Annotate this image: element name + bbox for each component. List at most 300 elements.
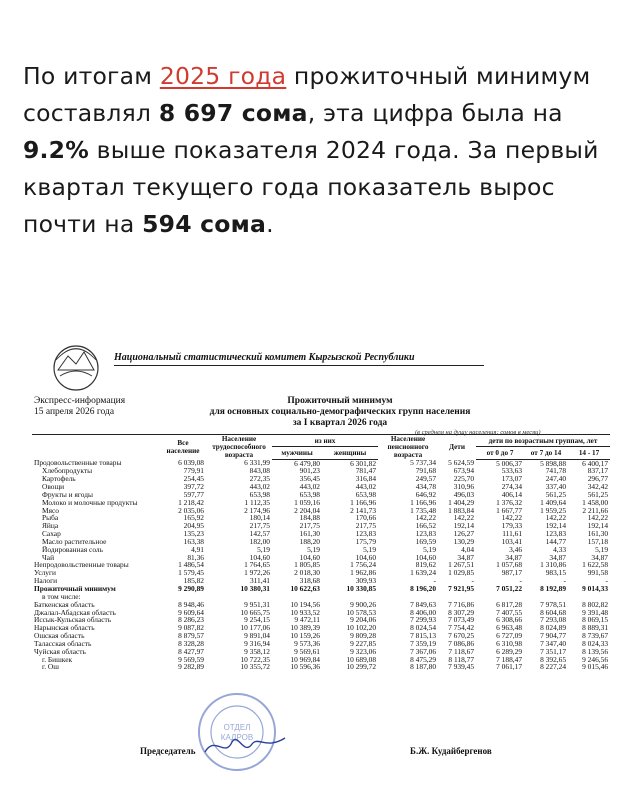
cell-value: 6 400,17 bbox=[582, 459, 609, 468]
cell-value: 5,19 bbox=[257, 545, 270, 554]
cell-value: 8 879,57 bbox=[178, 632, 204, 640]
cell-value: 8 069,15 bbox=[582, 616, 609, 625]
row-label: Йодированная соль bbox=[42, 545, 103, 554]
table-row bbox=[32, 640, 610, 648]
headline-amount: 8 697 сома bbox=[158, 99, 308, 127]
cell-value: 8 475,29 bbox=[410, 655, 437, 664]
cell-value: 5 898,88 bbox=[540, 459, 567, 468]
cell-value: 217,75 bbox=[355, 522, 377, 531]
subsistence-table bbox=[32, 434, 610, 671]
row-label: Овощи bbox=[42, 483, 65, 491]
row-label: Джалал-Абадская область bbox=[34, 608, 116, 617]
cell-value: 123,83 bbox=[355, 530, 377, 538]
cell-value: 104,60 bbox=[355, 553, 377, 562]
cell-value: 8 227,24 bbox=[540, 663, 567, 672]
row-label: Чуйская область bbox=[34, 647, 86, 656]
cell-value: 10 722,35 bbox=[240, 655, 270, 664]
cell-value: 443,02 bbox=[355, 483, 377, 491]
cell-value: 6 308,66 bbox=[496, 616, 523, 625]
cell-value: 9 204,06 bbox=[350, 616, 377, 625]
cell-value: 1 972,26 bbox=[244, 569, 270, 578]
cell-value: 182,00 bbox=[249, 537, 270, 546]
table-row bbox=[32, 530, 610, 538]
cell-value: 217,75 bbox=[299, 522, 320, 531]
cell-value: 7 849,63 bbox=[410, 600, 437, 609]
header-men: мужчины bbox=[272, 447, 322, 459]
cell-value: 247,40 bbox=[545, 475, 567, 484]
cell-value: 81,36 bbox=[187, 553, 204, 562]
cell-value: 142,57 bbox=[249, 530, 270, 538]
cell-value: 309,93 bbox=[355, 577, 377, 585]
headline-part: выше показателя 2024 года. За первый квартал текущего года показатель вырос почти на bbox=[23, 136, 599, 238]
cell-value: 173,07 bbox=[501, 475, 523, 484]
cell-value bbox=[524, 593, 568, 601]
cell-value: 170,66 bbox=[355, 514, 377, 523]
cell-value: 406,14 bbox=[501, 490, 523, 499]
cell-value: 1 166,96 bbox=[350, 498, 377, 507]
table-body bbox=[32, 459, 610, 671]
table-row bbox=[32, 648, 610, 656]
table-title bbox=[160, 396, 520, 429]
row-label: Услуги bbox=[34, 569, 56, 578]
cell-value bbox=[476, 593, 524, 601]
label-header bbox=[32, 435, 160, 460]
cell-value bbox=[568, 593, 610, 601]
cell-value: 10 330,85 bbox=[346, 585, 377, 593]
cell-value: 142,22 bbox=[545, 514, 567, 523]
cell-value: 10 194,56 bbox=[290, 600, 320, 609]
cell-value: 316,84 bbox=[355, 475, 377, 484]
cell-value: 9 358,12 bbox=[244, 647, 270, 656]
cell-value: 142,22 bbox=[501, 514, 523, 523]
cell-value: 1 057,68 bbox=[496, 561, 523, 570]
cell-value: 1 962,86 bbox=[350, 569, 377, 578]
cell-value: 192,14 bbox=[545, 522, 567, 531]
row-label: Рыба bbox=[42, 514, 59, 523]
cell-value: 1 218,42 bbox=[178, 498, 204, 507]
table-row bbox=[32, 624, 610, 632]
header-age-14-17: 14 - 17 bbox=[568, 447, 610, 459]
cell-value: 225,70 bbox=[453, 475, 475, 484]
cell-value: 5 006,37 bbox=[496, 459, 523, 468]
express-label: Экспресс-информация bbox=[34, 396, 126, 406]
cell-value: 10 159,26 bbox=[290, 632, 320, 640]
row-label: Масло растительное bbox=[42, 537, 107, 546]
cell-value: 192,14 bbox=[453, 522, 475, 531]
row-label: Таласская область bbox=[34, 639, 92, 648]
table-row bbox=[32, 577, 610, 585]
table-row bbox=[32, 609, 610, 617]
cell-value: 9 891,04 bbox=[244, 632, 270, 640]
cell-value: 9 254,15 bbox=[244, 616, 270, 625]
cell-value: 9 087,82 bbox=[178, 624, 204, 633]
signer-name: Б.Ж. Кудайбергенов bbox=[410, 746, 492, 756]
cell-value: 274,34 bbox=[501, 483, 523, 491]
row-label: Яйца bbox=[42, 522, 59, 531]
cell-value: 356,45 bbox=[299, 475, 320, 484]
table-row bbox=[32, 546, 610, 554]
cell-value: 6 331,99 bbox=[244, 459, 270, 468]
signer-title: Председатель bbox=[140, 746, 196, 756]
cell-value: 8 196,20 bbox=[410, 585, 437, 593]
cell-value: 157,18 bbox=[587, 537, 609, 546]
cell-value: 9 227,85 bbox=[350, 639, 377, 648]
cell-value: 1 667,77 bbox=[496, 506, 523, 515]
header-children: Дети bbox=[438, 435, 476, 460]
cell-value: 10 596,36 bbox=[290, 663, 320, 672]
cell-value: 111,61 bbox=[502, 530, 523, 538]
row-label: Ошская область bbox=[34, 632, 85, 640]
cell-value: 6 963,48 bbox=[496, 624, 523, 633]
cell-value: 7 407,55 bbox=[496, 608, 523, 617]
cell-value: 34,87 bbox=[591, 553, 609, 562]
cell-value: 296,77 bbox=[587, 475, 609, 484]
row-label: Фрукты и ягоды bbox=[42, 490, 93, 499]
title-line: за I квартал 2026 года bbox=[292, 418, 388, 428]
cell-value: 8 024,54 bbox=[410, 624, 437, 633]
document-scan bbox=[30, 330, 615, 775]
unit-note: (в среднем на душу населения; сомов в месяц) bbox=[415, 429, 541, 436]
cell-value: 10 622,63 bbox=[290, 585, 320, 593]
table-row bbox=[32, 585, 610, 593]
cell-value: 1 029,85 bbox=[448, 569, 475, 578]
cell-value: 9 290,89 bbox=[178, 585, 204, 593]
cell-value: 10 578,53 bbox=[346, 608, 377, 617]
cell-value: 1 622,58 bbox=[582, 561, 609, 570]
cell-value: 1 756,24 bbox=[350, 561, 377, 570]
cell-value: 2 035,06 bbox=[178, 506, 204, 515]
table-row bbox=[32, 656, 610, 664]
row-label: Прожиточный минимум bbox=[34, 585, 116, 593]
cell-value: - bbox=[605, 577, 609, 585]
table-row bbox=[32, 491, 610, 499]
cell-value: 6 289,29 bbox=[496, 647, 523, 656]
cell-value: - bbox=[471, 577, 475, 585]
cell-value: 161,30 bbox=[587, 530, 609, 538]
cell-value: 7 670,25 bbox=[448, 632, 475, 640]
cell-value: 7 118,67 bbox=[448, 647, 475, 656]
cell-value: 8 604,68 bbox=[540, 608, 567, 617]
cell-value: 272,35 bbox=[249, 475, 270, 484]
cell-value: 1 764,65 bbox=[244, 561, 270, 570]
table-row bbox=[32, 514, 610, 522]
cell-value: 6 310,98 bbox=[496, 639, 523, 648]
cell-value: 142,22 bbox=[415, 514, 437, 523]
cell-value bbox=[160, 593, 206, 601]
cell-value: 9 391,48 bbox=[582, 608, 609, 617]
table-row bbox=[32, 538, 610, 546]
cell-value: 123,83 bbox=[415, 530, 437, 538]
cell-value: 2 174,96 bbox=[244, 506, 270, 515]
cell-value: 673,94 bbox=[453, 467, 475, 476]
cell-value: 7 939,45 bbox=[448, 663, 475, 672]
cell-value: 1 639,24 bbox=[410, 569, 437, 578]
row-label: г. Бишкек bbox=[42, 655, 73, 664]
express-info bbox=[34, 396, 125, 418]
cell-value: 135,23 bbox=[183, 530, 204, 538]
cell-value: 180,14 bbox=[249, 514, 270, 523]
cell-value: 443,02 bbox=[249, 483, 270, 491]
cell-value: 1 735,48 bbox=[410, 506, 437, 515]
cell-value: 204,95 bbox=[183, 522, 204, 531]
cell-value: 7 754,42 bbox=[448, 624, 475, 633]
cell-value: 533,63 bbox=[501, 467, 523, 476]
cell-value: 184,88 bbox=[299, 514, 320, 523]
cell-value: 1 112,35 bbox=[244, 498, 270, 507]
cell-value: 7 073,49 bbox=[448, 616, 475, 625]
row-label: Чай bbox=[42, 553, 55, 562]
cell-value: 991,58 bbox=[587, 569, 609, 578]
headline-part: . bbox=[266, 210, 274, 238]
cell-value: 653,98 bbox=[299, 490, 320, 499]
svg-text:КАДРОВ: КАДРОВ bbox=[220, 733, 254, 742]
headline-part: прожиточный минимум составлял bbox=[23, 62, 591, 127]
table-row bbox=[32, 663, 610, 671]
svg-text:ОТДЕЛ: ОТДЕЛ bbox=[223, 723, 251, 732]
cell-value: 103,41 bbox=[501, 537, 523, 546]
cell-value: 142,22 bbox=[587, 514, 609, 523]
cell-value: 653,98 bbox=[355, 490, 377, 499]
cell-value: 7 815,13 bbox=[410, 632, 437, 640]
cell-value: 6 039,08 bbox=[178, 459, 204, 468]
header-child-ages: дети по возрастным группам, лет bbox=[476, 435, 610, 447]
cell-value: 9 472,11 bbox=[294, 616, 320, 625]
cell-value: 8 024,33 bbox=[582, 639, 609, 648]
table-row bbox=[32, 483, 610, 491]
table-row bbox=[32, 507, 610, 515]
cell-value: 8 739,67 bbox=[582, 632, 609, 640]
row-label: Непродовольственные товары bbox=[34, 561, 129, 570]
row-label: Картофель bbox=[42, 475, 76, 484]
cell-value: 646,92 bbox=[415, 490, 437, 499]
table-row bbox=[32, 499, 610, 507]
header-of-them: из них bbox=[272, 435, 378, 447]
headline-part: , эта цифра была на bbox=[307, 99, 563, 127]
cell-value: 8 889,31 bbox=[582, 624, 609, 633]
cell-value: 561,25 bbox=[587, 490, 609, 499]
cell-value: 983,15 bbox=[545, 569, 567, 578]
cell-value bbox=[438, 593, 476, 601]
cell-value: 8 139,56 bbox=[582, 647, 609, 656]
cell-value: 163,38 bbox=[183, 537, 204, 546]
cell-value: 179,33 bbox=[501, 522, 523, 531]
row-label: Мясо bbox=[42, 506, 59, 515]
cell-value: 9 316,94 bbox=[244, 639, 270, 648]
cell-value: 34,87 bbox=[505, 553, 523, 562]
cell-value: 144,77 bbox=[545, 537, 567, 546]
cell-value: 6 479,80 bbox=[294, 459, 320, 468]
cell-value: 7 716,86 bbox=[448, 600, 475, 609]
table-row bbox=[32, 475, 610, 483]
cell-value: 2 018,30 bbox=[294, 569, 320, 578]
cell-value: 1 458,00 bbox=[582, 498, 609, 507]
cell-value: 1 883,84 bbox=[448, 506, 475, 515]
cell-value: 254,45 bbox=[183, 475, 204, 484]
cell-value: 819,62 bbox=[415, 561, 437, 570]
cell-value: 5,19 bbox=[307, 545, 320, 554]
cell-value: 1 267,51 bbox=[448, 561, 475, 570]
cell-value: 443,02 bbox=[299, 483, 320, 491]
cell-value: 10 389,39 bbox=[290, 624, 320, 633]
cell-value: 8 328,28 bbox=[178, 639, 204, 648]
cell-value: 10 177,06 bbox=[240, 624, 270, 633]
cell-value bbox=[272, 593, 322, 601]
row-label: Иссык-Кульская область bbox=[34, 616, 112, 625]
cell-value: 10 933,52 bbox=[290, 608, 320, 617]
cell-value: 5,19 bbox=[423, 545, 437, 554]
row-label: Баткенская область bbox=[34, 600, 95, 609]
table-row bbox=[32, 569, 610, 577]
cell-value: 7 921,95 bbox=[448, 585, 475, 593]
cell-value: 434,78 bbox=[415, 483, 437, 491]
cell-value: 2 204,04 bbox=[294, 506, 320, 515]
cell-value: 3,46 bbox=[509, 545, 523, 554]
cell-value: 9 609,64 bbox=[178, 608, 204, 617]
cell-value: 142,22 bbox=[453, 514, 475, 523]
cell-value: 1 486,54 bbox=[178, 561, 204, 570]
cell-value: 9 569,59 bbox=[178, 655, 204, 664]
headline-part: По итогам bbox=[23, 62, 160, 90]
cell-value: 10 102,20 bbox=[346, 624, 377, 633]
title-line: Прожиточный минимум bbox=[287, 396, 393, 406]
cell-value: 987,17 bbox=[501, 569, 523, 578]
row-label: Налоги bbox=[34, 577, 58, 585]
cell-value: 10 689,08 bbox=[346, 655, 377, 664]
row-label: Молоко и молочные продукты bbox=[42, 498, 138, 507]
cell-value: 8 187,80 bbox=[410, 663, 437, 672]
cell-value: 165,92 bbox=[183, 514, 204, 523]
cell-value: 123,83 bbox=[545, 530, 567, 538]
table-row bbox=[32, 601, 610, 609]
cell-value: 217,75 bbox=[249, 522, 270, 531]
row-label: Нарынская область bbox=[34, 624, 95, 633]
cell-value: 1 404,29 bbox=[448, 498, 475, 507]
cell-value: 7 188,47 bbox=[496, 655, 523, 664]
cell-value: 8 286,23 bbox=[178, 616, 204, 625]
cell-value: 9 809,28 bbox=[350, 632, 377, 640]
cell-value: 34,87 bbox=[549, 553, 567, 562]
header-women: женщины bbox=[322, 447, 378, 459]
table-row bbox=[32, 561, 610, 569]
table-row bbox=[32, 467, 610, 475]
cell-value: 1 376,32 bbox=[496, 498, 523, 507]
cell-value: 6 301,82 bbox=[350, 459, 377, 468]
row-label: г. Ош bbox=[42, 663, 59, 672]
cell-value: 597,77 bbox=[183, 490, 204, 499]
organization-name: Национальный статистический комитет Кыргызской Республики bbox=[114, 352, 415, 363]
cell-value: 8 406,00 bbox=[410, 608, 437, 617]
cell-value: 104,60 bbox=[299, 553, 320, 562]
cell-value: 2 141,73 bbox=[350, 506, 377, 515]
table-row bbox=[32, 616, 610, 624]
signature-icon bbox=[200, 730, 290, 760]
cell-value: 310,96 bbox=[453, 483, 475, 491]
cell-value: 397,72 bbox=[183, 483, 204, 491]
cell-value: 9 569,61 bbox=[294, 647, 320, 656]
cell-value: 7 086,86 bbox=[448, 639, 475, 648]
cell-value: 8 024,89 bbox=[540, 624, 567, 633]
cell-value: 337,40 bbox=[545, 483, 567, 491]
cell-value: 1 579,45 bbox=[178, 569, 204, 578]
cell-value: 496,03 bbox=[453, 490, 475, 499]
table-row bbox=[32, 632, 610, 640]
cell-value: 7 299,93 bbox=[410, 616, 437, 625]
cell-value: 9 015,46 bbox=[582, 663, 609, 672]
cell-value: 901,23 bbox=[299, 467, 320, 476]
cell-value: 4,91 bbox=[191, 545, 204, 554]
headline-percent: 9.2% bbox=[23, 136, 89, 164]
cell-value: 8 392,65 bbox=[540, 655, 567, 664]
cell-value: 8 802,82 bbox=[582, 600, 609, 609]
cell-value: 166,52 bbox=[415, 522, 437, 531]
year-link[interactable]: 2025 года bbox=[159, 62, 287, 90]
cell-value: 1 166,96 bbox=[410, 498, 437, 507]
cell-value: 104,60 bbox=[415, 553, 437, 562]
cell-value: 9 014,33 bbox=[582, 585, 609, 593]
cell-value: 7 351,17 bbox=[540, 647, 567, 656]
cell-value: 561,25 bbox=[545, 490, 567, 499]
cell-value: 8 948,46 bbox=[178, 600, 204, 609]
cell-value: 10 969,84 bbox=[290, 655, 320, 664]
cell-value: 779,91 bbox=[183, 467, 204, 476]
header-working: Население трудоспособного возраста bbox=[206, 435, 272, 460]
cell-value: 5,19 bbox=[595, 545, 609, 554]
headline-increase: 594 сома bbox=[142, 210, 267, 238]
table-row bbox=[32, 522, 610, 530]
table-row bbox=[32, 459, 610, 467]
cell-value: 130,29 bbox=[453, 537, 475, 546]
cell-value: 791,68 bbox=[415, 467, 437, 476]
cell-value: 843,08 bbox=[249, 467, 270, 476]
cell-value: - bbox=[519, 577, 523, 585]
cell-value: 169,59 bbox=[415, 537, 437, 546]
cell-value: - bbox=[433, 577, 437, 585]
cell-value: 7 978,51 bbox=[540, 600, 567, 609]
cell-value: 10 665,75 bbox=[240, 608, 270, 617]
cell-value: 5 624,59 bbox=[448, 459, 475, 468]
cell-value: 192,14 bbox=[587, 522, 609, 531]
cell-value: 9 951,31 bbox=[244, 600, 270, 609]
cell-value: 104,60 bbox=[249, 553, 270, 562]
row-label: Сахар bbox=[42, 530, 61, 538]
headline-text bbox=[23, 58, 623, 243]
cell-value: 318,68 bbox=[299, 577, 320, 585]
cell-value: 188,20 bbox=[299, 537, 320, 546]
table-row bbox=[32, 593, 610, 601]
header-age-7-14: от 7 до 14 bbox=[524, 447, 568, 459]
cell-value: 653,98 bbox=[249, 490, 270, 499]
cell-value: 185,82 bbox=[183, 577, 204, 585]
header-age-0-7: от 0 до 7 bbox=[476, 447, 524, 459]
cell-value: 9 323,06 bbox=[350, 647, 377, 656]
cell-value: 7 051,22 bbox=[496, 585, 523, 593]
cell-value: 7 359,19 bbox=[410, 639, 437, 648]
row-label: в том числе: bbox=[42, 592, 81, 601]
cell-value: 1 059,16 bbox=[294, 498, 320, 507]
header-divider bbox=[114, 365, 484, 366]
table-row bbox=[32, 554, 610, 562]
cell-value bbox=[378, 593, 438, 601]
cell-value: 6 727,09 bbox=[496, 632, 523, 640]
cell-value: 8 192,89 bbox=[540, 585, 567, 593]
cell-value: 342,42 bbox=[587, 483, 609, 491]
cell-value: 1 959,25 bbox=[540, 506, 567, 515]
cell-value: 9 246,56 bbox=[582, 655, 609, 664]
cell-value: 1 805,85 bbox=[294, 561, 320, 570]
cell-value: 1 310,86 bbox=[540, 561, 567, 570]
cell-value bbox=[206, 593, 272, 601]
cell-value bbox=[322, 593, 378, 601]
